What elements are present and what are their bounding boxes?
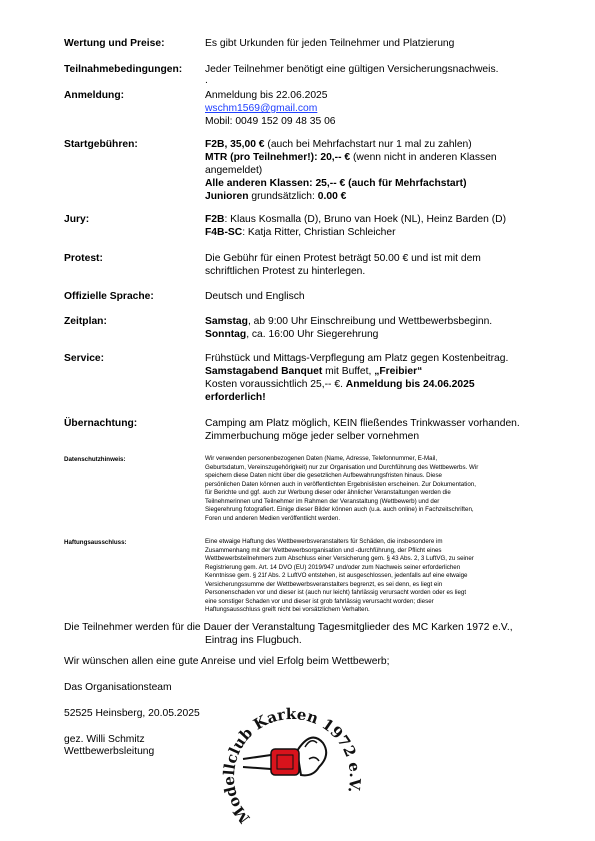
jury-f2b-names: : Klaus Kosmalla (D), Bruno van Hoek (NL), Heinz Barden (D)	[224, 214, 507, 225]
wertung-label: Wertung und Preise:	[64, 38, 165, 49]
zeitplan-label: Zeitplan:	[64, 316, 107, 327]
anmeldung-block	[205, 89, 555, 128]
datenschutz-line: Siegerehrung fotografiert. Einige dieser Bilder können auch (u.a. auch online) in Fachzeitschriften,	[205, 506, 474, 514]
service-block	[205, 352, 555, 404]
membership-note: Die Teilnehmer werden für die Dauer der Veranstaltung Tagesmitglieder des MC Karken 1972 e.V.,	[64, 622, 513, 633]
service-banquet	[205, 365, 555, 378]
hand-icon	[297, 738, 326, 776]
zeitplan-samstag-day: Samstag	[205, 316, 248, 327]
fee-other-classes: Alle anderen Klassen: 25,-- € (auch für Mehrfachstart)	[205, 178, 467, 189]
protest-block	[205, 252, 555, 278]
control-handle-icon	[271, 749, 299, 775]
service-banquet-bold: Samstagabend Banquet	[205, 366, 323, 377]
svg-text:Modellclub Karken 1972 e.V.: Modellclub Karken 1972 e.V.	[219, 704, 365, 827]
jury-f4b-names: : Katja Ritter, Christian Schleicher	[242, 227, 396, 238]
uebernachtung-line-1: Camping am Platz möglich, KEIN fließendes Trinkwasser vorhanden.	[205, 418, 520, 429]
haftung-line: eine sonstiger Schaden vor und dieser ist grob fahrlässig verursacht worden; dieser	[205, 597, 434, 605]
fee-f2b-note: (auch bei Mehrfachstart nur 1 mal zu zahlen)	[264, 139, 472, 150]
fee-mtr-bold: MTR (pro Teilnehmer!): 20,-- €	[205, 152, 351, 163]
haftung-line: Versicherungssumme der Wettbewerbsveranstalters begrenzt, es sei denn, es liegt ein	[205, 580, 443, 588]
service-cost-text: Kosten voraussichtlich 25,-- €.	[205, 379, 346, 390]
sprache-label: Offizielle Sprache:	[64, 291, 154, 302]
fee-f2b-bold: F2B, 35,00 €	[205, 139, 265, 150]
haftung-line: Zusammenhang mit der Wettbewerbsorganisation und -durchführung, der Pflicht eines	[205, 546, 442, 554]
datenschutz-label: Datenschutzhinweis:	[64, 456, 126, 463]
fee-juniors-amount: 0.00 €	[317, 191, 347, 202]
datenschutz-line: Foren und anderen Medien veröffentlicht werden.	[205, 514, 341, 522]
haftung-line: Kenntnisse gem. § 21f Abs. 2 LuftVO entstehen, ist ausgeschlossen, jedenfalls auf eine etwaige	[205, 572, 468, 580]
protest-line-2: schriftlichen Protest zu hinterlegen.	[205, 266, 366, 277]
haftung-line: Haftungsausschluss greift nicht bei vorsätzlichem Verhalten.	[205, 606, 370, 614]
jury-block	[205, 213, 555, 239]
wertung-text: Es gibt Urkunden für jeden Teilnehmer und Platzierung	[205, 38, 455, 49]
service-required: erforderlich!	[205, 392, 266, 403]
fee-juniors-text: grundsätzlich:	[248, 191, 318, 202]
anmeldung-deadline: Anmeldung bis 22.06.2025	[205, 90, 328, 101]
signature-name: gez. Willi Schmitz	[64, 734, 145, 745]
fee-mtr-note-cont: angemeldet)	[205, 165, 263, 176]
service-line-1: Frühstück und Mittags-Verpflegung am Platz gegen Kostenbeitrag.	[205, 353, 509, 364]
uebernachtung-label: Übernachtung:	[64, 418, 138, 429]
startgebuehren-label: Startgebühren:	[64, 139, 138, 150]
anmeldung-mobile: Mobil: 0049 152 09 48 35 06	[205, 116, 336, 127]
jury-label: Jury:	[64, 214, 90, 225]
signature-role: Wettbewerbsleitung	[64, 746, 155, 757]
club-logo	[205, 685, 370, 830]
teilnahme-dot: .	[205, 75, 208, 86]
service-deadline: Anmeldung bis 24.06.2025	[345, 379, 475, 390]
anmeldung-label: Anmeldung:	[64, 90, 125, 101]
uebernachtung-block	[205, 417, 555, 443]
fee-mtr	[205, 151, 555, 164]
teilnahme-text	[205, 63, 555, 85]
datenschutz-line: persönlichen Daten können auch in veröffentlichten Ergebnislisten erscheinen. Zur Dokumentation,	[205, 480, 476, 488]
startgebuehren-block	[205, 138, 555, 203]
uebernachtung-line-2: Zimmerbuchung möge jeder selber vornehmen	[205, 431, 420, 442]
fee-juniors-bold: Junioren	[205, 191, 249, 202]
datenschutz-line: Geburtsdatum, Vereinszugehörigkeit) nur zur Organisation und Durchführung des Wettbewerbs. Wir	[205, 463, 479, 471]
service-label: Service:	[64, 353, 105, 364]
zeitplan-samstag	[205, 315, 555, 328]
sprache-text: Deutsch und Englisch	[205, 291, 305, 302]
haftung-line: Eine etwaige Haftung des Wettbewerbsveranstalters für Schäden, die insbesondere im	[205, 538, 443, 545]
fee-f2b	[205, 138, 555, 151]
protest-line-1: Die Gebühr für einen Protest beträgt 50.00 € und ist mit dem	[205, 253, 481, 264]
zeitplan-block	[205, 315, 555, 341]
control-line-icon	[243, 767, 271, 769]
jury-f4b-class: F4B-SC	[205, 227, 243, 238]
place-date: 52525 Heinsberg, 20.05.2025	[64, 708, 200, 719]
anmeldung-email-link[interactable]: wschm1569@gmail.com	[205, 103, 318, 114]
haftung-line: Wettbewerbsteilnehmers zum Abschluss einer Versicherung gem. § 43 Abs. 2, 3 LuftVG, zu seiner	[205, 555, 474, 563]
datenschutz-text	[205, 455, 560, 523]
haftung-line: Registrierung gem. Art. 14 DVO (EU) 2019/947 und/oder zum Nachweis seiner erforderlichen	[205, 563, 461, 571]
protest-label: Protest:	[64, 253, 103, 264]
haftung-line: Personenschaden vor und dieser ist (auch nur leicht) fahrlässig verursacht worden oder es liegt	[205, 589, 467, 597]
fee-juniors	[205, 190, 555, 203]
teilnahme-line: Jeder Teilnehmer benötigt eine gültigen Versicherungsnachweis.	[205, 64, 499, 75]
haftung-text	[205, 538, 560, 615]
datenschutz-line: speichern diese Daten nicht über die gesetzlichen Aufbewahrungsfristen hinaus. Diese	[205, 472, 442, 480]
zeitplan-samstag-text: , ab 9:00 Uhr Einschreibung und Wettbewerbsbeginn.	[247, 316, 493, 327]
service-freibier: „Freibier“	[374, 366, 423, 377]
membership-note-cont: Eintrag ins Flugbuch.	[205, 635, 302, 646]
greeting: Wir wünschen allen eine gute Anreise und viel Erfolg beim Wettbewerb;	[64, 656, 390, 667]
control-line-icon	[243, 755, 271, 759]
fee-mtr-note: (wenn nicht in anderen Klassen	[350, 152, 497, 163]
datenschutz-line: Teilnehmerinnen und Teilnehmer im Rahmen der Veranstaltung (Wettbewerb) und der	[205, 497, 440, 505]
datenschutz-line: Wir verwenden personenbezogenen Daten (Name, Adresse, Telefonnummer, E-Mail,	[205, 455, 438, 462]
jury-f2b-class: F2B	[205, 214, 225, 225]
datenschutz-line: für Berichte und ggf. auch zur Werbung dieser oder ähnlicher Veranstaltungen werden die	[205, 489, 451, 497]
service-cost	[205, 378, 555, 391]
organisation-team: Das Organisationsteam	[64, 682, 172, 693]
jury-f2b	[205, 213, 555, 226]
zeitplan-sonntag	[205, 328, 555, 341]
jury-f4b	[205, 226, 555, 239]
haftung-label: Haftungsausschluss:	[64, 539, 127, 546]
service-banquet-text: mit Buffet,	[322, 366, 375, 377]
zeitplan-sonntag-text: , ca. 16:00 Uhr Siegerehrung	[246, 329, 379, 340]
teilnahme-label: Teilnahmebedingungen:	[64, 64, 183, 75]
zeitplan-sonntag-day: Sonntag	[205, 329, 247, 340]
